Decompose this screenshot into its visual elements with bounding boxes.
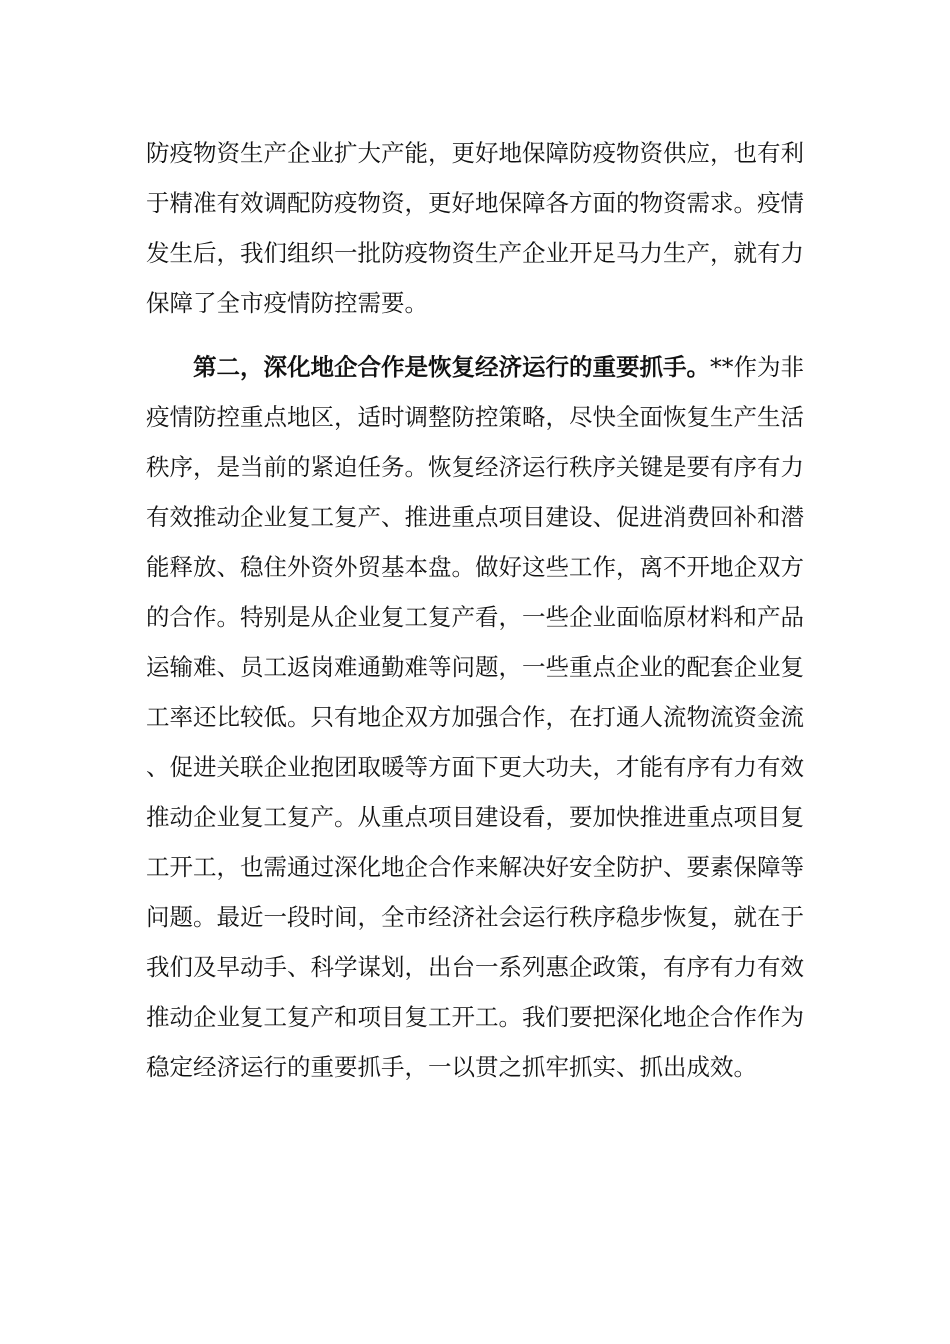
paragraph-text: 防疫物资生产企业扩大产能，更好地保障防疫物资供应，也有利于精准有效调配防疫物资，更好地保障各方面的物资需求。疫情发生后，我们组织一批防疫物资生产企业开足马力生产，就有力保障了全市疫情防控需要。 — [146, 139, 804, 317]
paragraph-lead-heading: 第二，深化地企合作是恢复经济运行的重要抓手。 — [193, 353, 710, 381]
paragraph-continuation — [146, 128, 804, 328]
paragraph-text: **作为非疫情防控重点地区，适时调整防控策略，尽快全面恢复生产生活秩序，是当前的紧迫任务。恢复经济运行秩序关键是要有序有力有效推动企业复工复产、推进重点项目建设、促进消费回补和潜能释放、稳住外资外贸基本盘。做好这些工作，离不开地企双方的合作。特别是从企业复工复产看，一些企业面临原材料和产品运输难、员工返岗难通勤难等问题，一些重点企业的配套企业复工率还比较低。只有地企双方加强合作，在打通人流物流资金流、促进关联企业抱团取暖等方面下更大功夫，才能有序有力有效推动企业复工复产。从重点项目建设看，要加快推进重点项目复工开工，也需通过深化地企合作来解决好安全防护、要素保障等问题。最近一段时间，全市经济社会运行秩序稳步恢复，就在于我们及早动手、科学谋划，出台一系列惠企政策，有序有力有效推动企业复工复产和项目复工开工。我们要把深化地企合作作为稳定经济运行的重要抓手，一以贯之抓牢抓实、抓出成效。 — [146, 353, 804, 1081]
paragraph-section-two — [146, 342, 804, 1092]
document-body — [146, 128, 804, 1092]
